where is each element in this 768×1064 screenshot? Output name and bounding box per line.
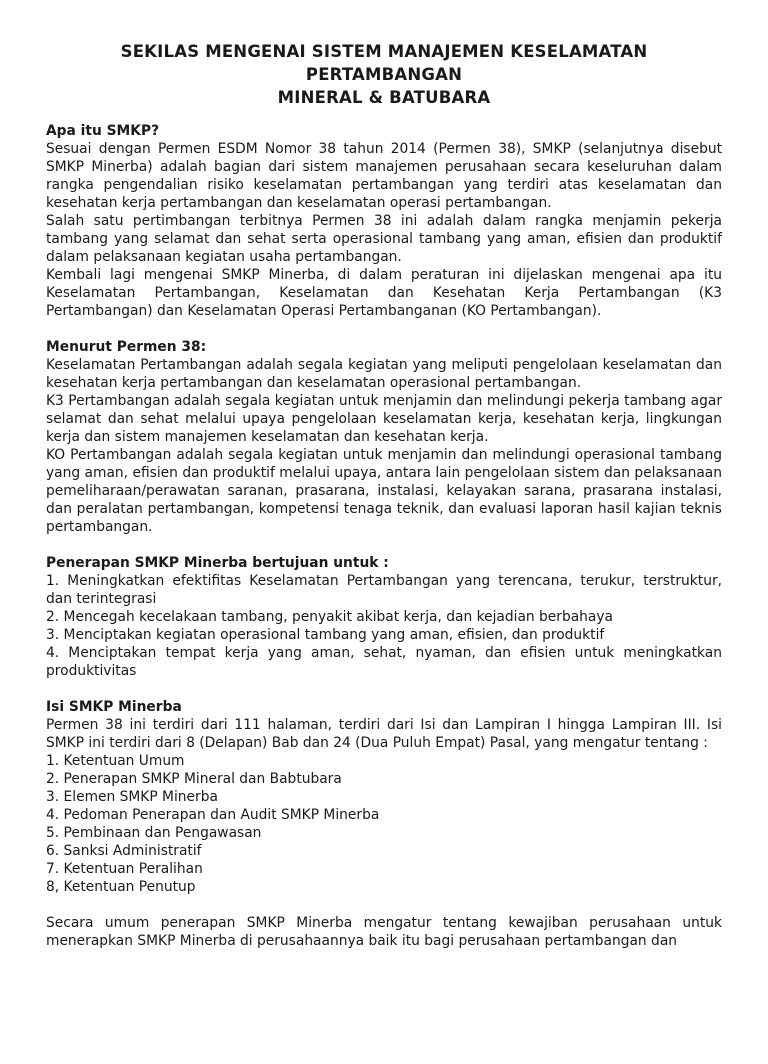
section-tujuan-penerapan xyxy=(46,554,722,680)
paragraph: KO Pertambangan adalah segala kegiatan untuk menjamin dan melindungi operasional tambang yang aman, efisien dan produktif melalui upaya, antara lain pengelolaan sistem dan pelaksanaan pemeliharaan/perawatan saranan, prasarana, instalasi, kelayakan sarana, prasarana instalasi, dan peralatan pertambangan, kompetensi tenaga teknik, dan evaluasi laporan hasil kajian teknis pertambangan. xyxy=(46,447,722,535)
section-heading: Apa itu SMKP? xyxy=(46,123,160,139)
list-item: 2. Penerapan SMKP Mineral dan Babtubara xyxy=(46,771,342,787)
paragraph: Keselamatan Pertambangan adalah segala kegiatan yang meliputi pengelolaan keselamatan dan kesehatan kerja pertambangan dan keselamatan operasional pertambangan. xyxy=(46,357,722,391)
paragraph: Sesuai dengan Permen ESDM Nomor 38 tahun 2014 (Permen 38), SMKP (selanjutnya disebut SMKP Minerba) adalah bagian dari sistem manajemen perusahaan secara keseluruhan dalam rangka pengendalian risiko keselamatan pertambangan yang terdiri atas keselamatan dan kesehatan kerja pertambangan dan keselamatan operasi pertambangan. xyxy=(46,141,722,211)
title-line: PERTAMBANGAN xyxy=(305,65,463,84)
list-item: 5. Pembinaan dan Pengawasan xyxy=(46,825,262,841)
section-isi-smkp xyxy=(46,698,722,896)
paragraph: Permen 38 ini terdiri dari 111 halaman, terdiri dari Isi dan Lampiran I hingga Lampiran III. Isi SMKP ini terdiri dari 8 (Delapan) Bab dan 24 (Dua Puluh Empat) Pasal, yang mengatur tentang : xyxy=(46,717,722,751)
objectives-list xyxy=(46,572,722,680)
section-closing xyxy=(46,914,722,950)
section-heading: Penerapan SMKP Minerba bertujuan untuk : xyxy=(46,555,389,571)
list-item: 7. Ketentuan Peralihan xyxy=(46,861,203,877)
list-item: 2. Mencegah kecelakaan tambang, penyakit akibat kerja, dan kejadian berbahaya xyxy=(46,609,613,625)
section-apa-itu-smkp xyxy=(46,122,722,320)
paragraph: Salah satu pertimbangan terbitnya Permen 38 ini adalah dalam rangka menjamin pekerja tambang yang selamat dan sehat serta operasional tambang yang aman, efisien dan produktif dalam pelaksanaan kegiatan usaha pertambangan. xyxy=(46,213,722,265)
document-page xyxy=(0,40,768,1064)
paragraph: K3 Pertambangan adalah segala kegiatan untuk menjamin dan melindungi pekerja tambang agar selamat dan sehat melalui upaya pengelolaan keselamatan kerja, kesehatan kerja, lingkungan kerja dan sistem manajemen keselamatan dan kesehatan kerja. xyxy=(46,393,722,445)
list-item: 4. Pedoman Penerapan dan Audit SMKP Minerba xyxy=(46,807,380,823)
paragraph: Kembali lagi mengenai SMKP Minerba, di dalam peraturan ini dijelaskan mengenai apa itu Keselamatan Pertambangan, Keselamatan dan Kesehatan Kerja Pertambangan (K3 Pertambangan) dan Keselamatan Operasi Pertambanganan (KO Pertambangan). xyxy=(46,267,722,319)
document-body xyxy=(46,122,722,950)
list-item: 1. Meningkatkan efektifitas Keselamatan Pertambangan yang terencana, terukur, terstruktur, dan terintegrasi xyxy=(46,573,722,607)
section-heading: Isi SMKP Minerba xyxy=(46,699,182,715)
paragraph: Secara umum penerapan SMKP Minerba mengatur tentang kewajiban perusahaan untuk menerapkan SMKP Minerba di perusahaannya baik itu bagi perusahaan pertambangan dan xyxy=(46,915,722,949)
list-item: 4. Menciptakan tempat kerja yang aman, sehat, nyaman, dan efisien untuk meningkatkan produktivitas xyxy=(46,645,722,679)
chapters-list xyxy=(46,752,722,896)
section-menurut-permen-38 xyxy=(46,338,722,536)
list-item: 3. Menciptakan kegiatan operasional tambang yang aman, efisien, dan produktif xyxy=(46,627,605,643)
title-line: SEKILAS MENGENAI SISTEM MANAJEMEN KESELAMATAN xyxy=(120,42,648,61)
list-item: 3. Elemen SMKP Minerba xyxy=(46,789,218,805)
list-item: 1. Ketentuan Umum xyxy=(46,753,185,769)
title-line: MINERAL & BATUBARA xyxy=(277,88,491,107)
list-item: 8, Ketentuan Penutup xyxy=(46,879,196,895)
section-heading: Menurut Permen 38: xyxy=(46,339,207,355)
document-title xyxy=(46,40,722,109)
list-item: 6. Sanksi Administratif xyxy=(46,843,202,859)
